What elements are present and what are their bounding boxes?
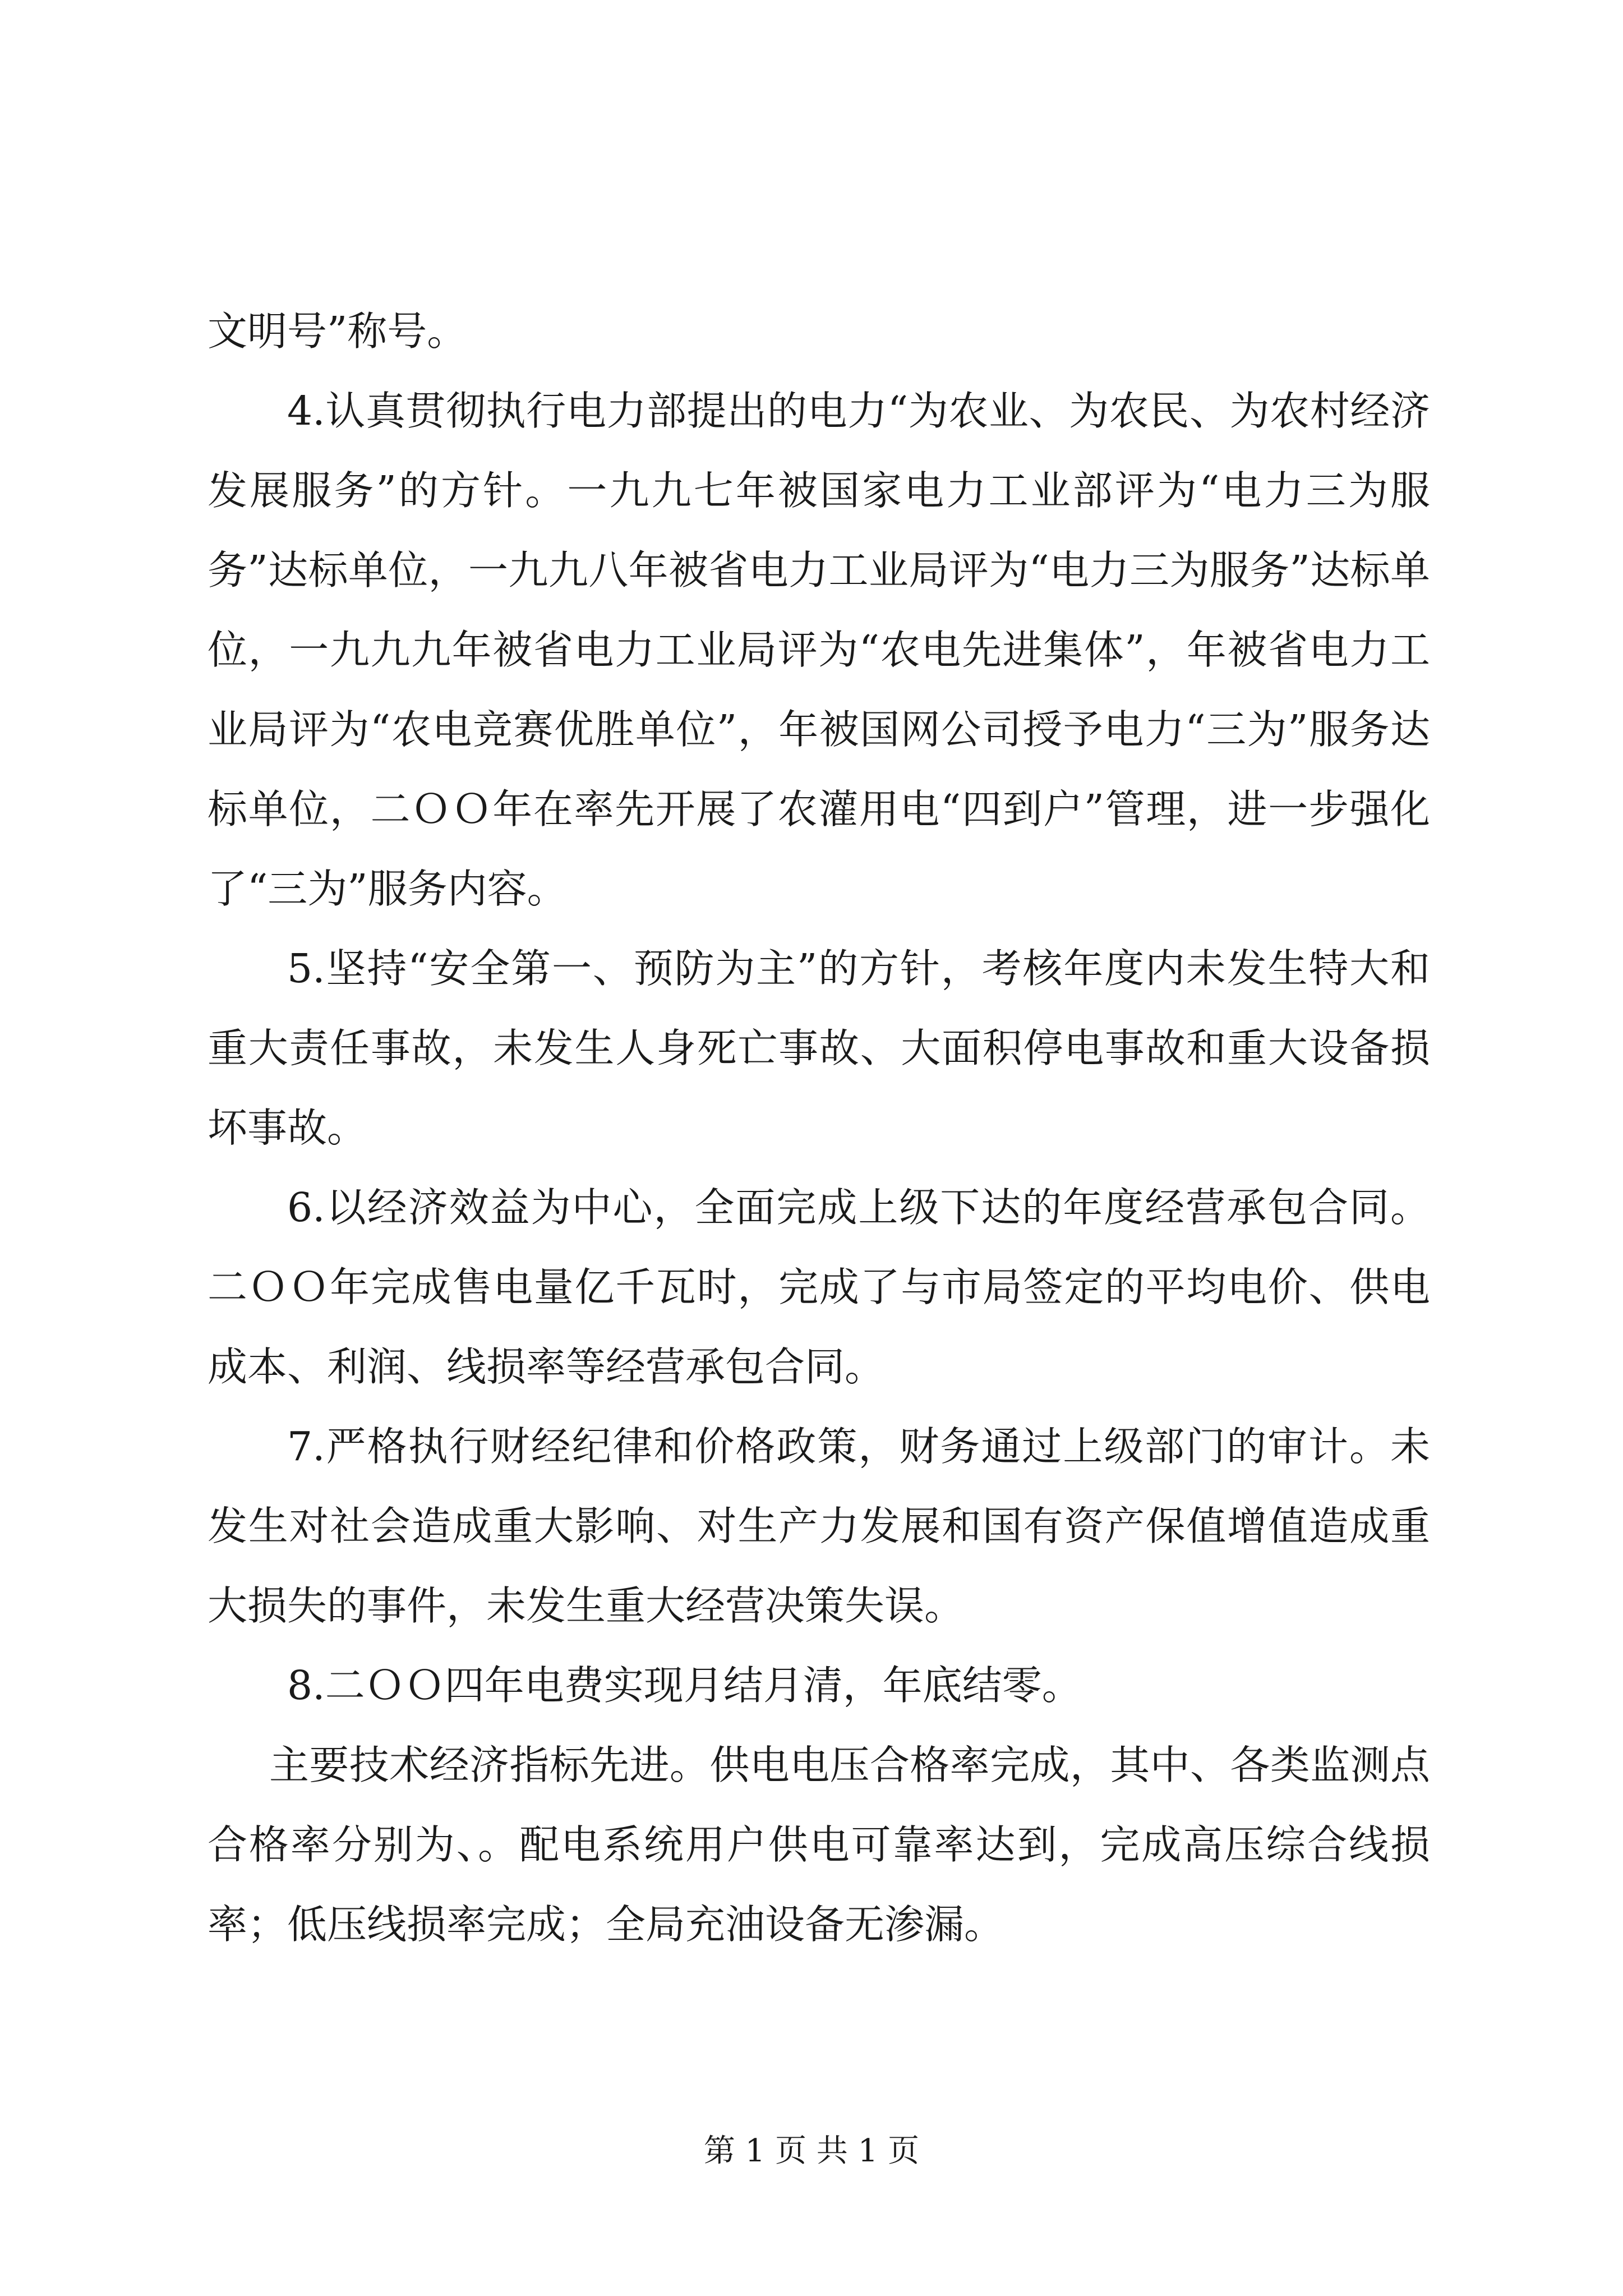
page-footer: 第 1 页 共 1 页 [703, 2133, 920, 2169]
paragraph-continuation: 文明号”称号。 [208, 308, 467, 355]
paragraph-item-8: 8.二ＯＯ四年电费实现月结月清，年底结零。 [287, 1662, 1082, 1709]
paragraph-indicators: 主要技术经济指标先进。供电电压合格率完成，其中、各类监测点合格率分别为、。配电系统用户供电可靠率达到，完成高压综合线损率；低压线损率完成；全局充油设备无渗漏。 [208, 1742, 1430, 1948]
document-body [208, 292, 1430, 1964]
paragraph-item-5: 5.坚持“安全第一、预防为主”的方针，考核年度内未发生特大和重大责任事故，未发生人身死亡事故、大面积停电事故和重大设备损坏事故。 [208, 945, 1430, 1151]
paragraph-item-4: 4.认真贯彻执行电力部提出的电力“为农业、为农民、为农村经济发展服务”的方针。一九九七年被国家电力工业部评为“电力三为服务”达标单位，一九九八年被省电力工业局评为“电力三为服务”达标单位，一九九九年被省电力工业局评为“农电先进集体”，年被省电力工业局评为“农电竞赛优胜单位”，年被国网公司授予电力“三为”服务达标单位，二ＯＯ年在率先开展了农灌用电“四到户”管理，进一步强化了“三为”服务内容。 [208, 388, 1430, 912]
paragraph-item-7: 7.严格执行财经纪律和价格政策，财务通过上级部门的审计。未发生对社会造成重大影响、对生产力发展和国有资产保值增值造成重大损失的事件，未发生重大经营决策失误。 [208, 1423, 1430, 1629]
paragraph-item-6: 6.以经济效益为中心，全面完成上级下达的年度经营承包合同。二ＯＯ年完成售电量亿千瓦时，完成了与市局签定的平均电价、供电成本、利润、线损率等经营承包合同。 [208, 1184, 1430, 1390]
